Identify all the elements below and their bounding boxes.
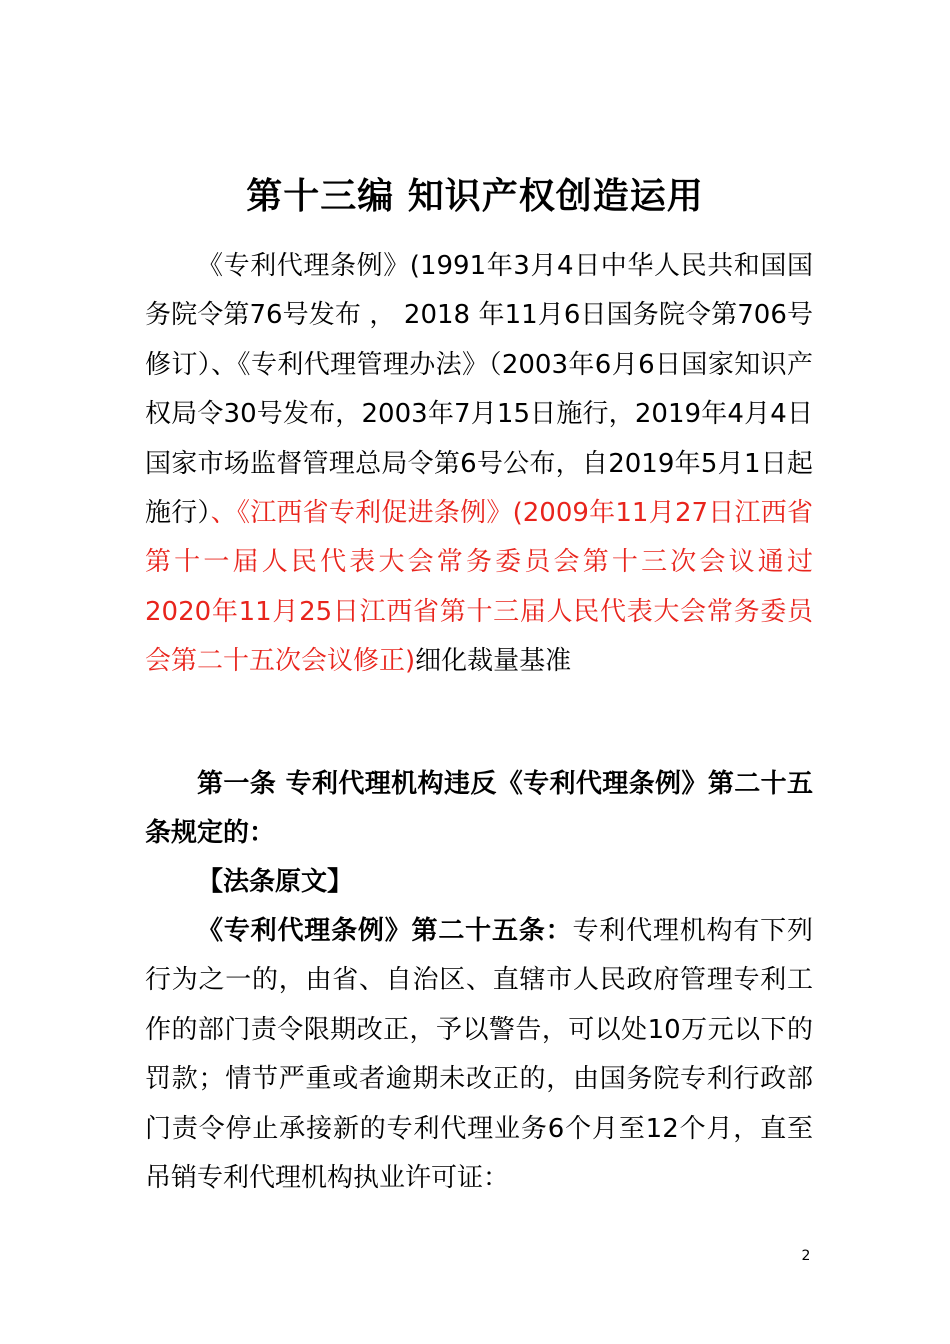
law-text-paragraph (145, 907, 813, 1203)
law-name: 《专利代理条例》第二十五条： (197, 916, 573, 946)
article-heading: 第一条 专利代理机构违反《专利代理条例》第二十五条规定的： (145, 769, 813, 849)
intro-closing-text: 细化裁量基准 (415, 646, 572, 677)
law-original-label: 【法条原文】 (197, 867, 354, 897)
intro-highlight-text: 、《江西省专利促进条例》(2009年11月27日江西省第十一届人民代表大会常务委员会第十三次会议通过 2020年11月25日江西省第十三届人民代表大会常务委员会第二十五次会议修正) (145, 498, 813, 677)
intro-paragraph (145, 242, 813, 687)
law-body: 专利代理机构有下列行为之一的，由省、自治区、直辖市人民政府管理专利工作的部门责令限期改正，予以警告，可以处10万元以下的罚款；情节严重或者逾期未改正的，由国务院专利行政部门责令停止承接新的专利代理业务6个月至12个月，直至吊销专利代理机构执业许可证： (145, 916, 813, 1194)
page-number: 2 (801, 1248, 811, 1264)
intro-text: 《专利代理条例》(1991年3月4日中华人民共和国国务院令第76号发布 ， 2018 年11月6日国务院令第706号修订）、《专利代理管理办法》（2003年6月6日国家知识产权局令30号发布，2003年7月15日施行，2019年4月4日国家市场监督管理总局令第6号公布，自2019年5月1日起施行） (145, 251, 813, 529)
page-title: 第十三编 知识产权创造运用 (246, 175, 704, 217)
